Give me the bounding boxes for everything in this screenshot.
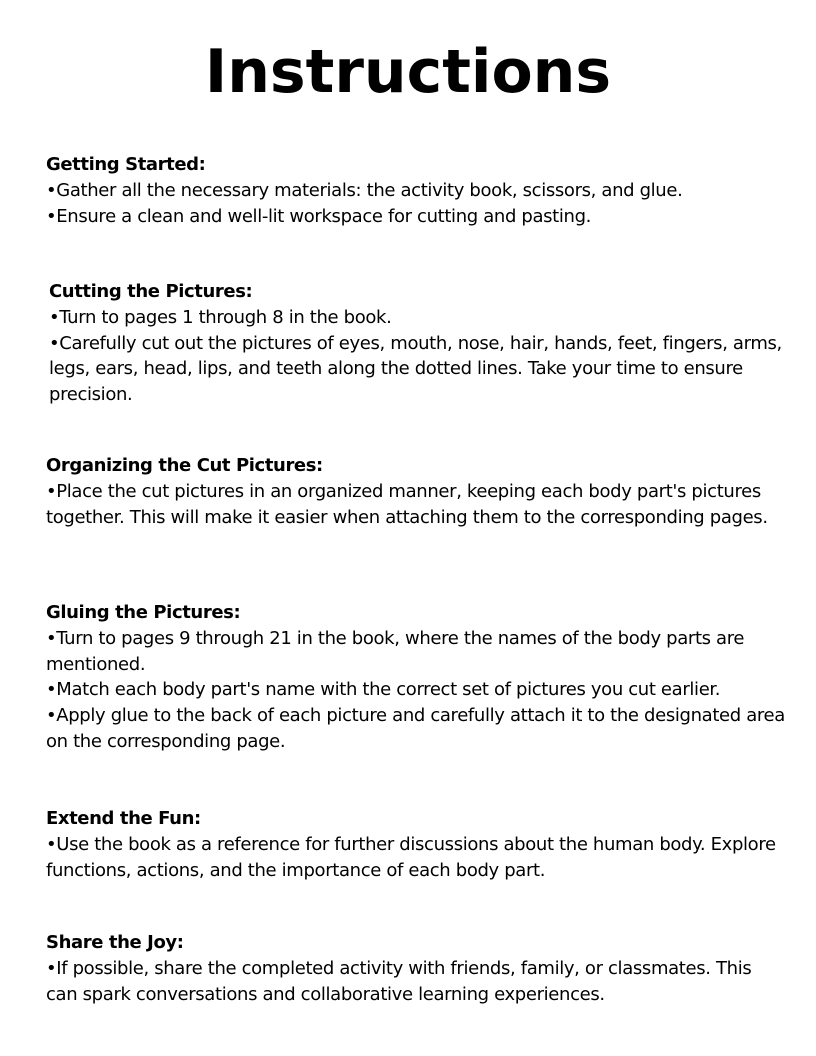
section-heading: Share the Joy:: [46, 932, 184, 953]
instruction-item: •Carefully cut out the pictures of eyes, mouth, nose, hair, hands, feet, fingers, arms, legs, ears, head, lips, and teeth along the dotted lines. Take your time to ensure precision.: [49, 332, 782, 406]
section-heading: Gluing the Pictures:: [46, 602, 241, 623]
section-heading: Cutting the Pictures:: [49, 281, 253, 302]
instruction-item: •Apply glue to the back of each picture and carefully attach it to the designated area on the corresponding page.: [46, 705, 785, 752]
instruction-item: •Place the cut pictures in an organized manner, keeping each body part's pictures together. This will make it easier when attaching them to the corresponding pages.: [46, 481, 768, 528]
instruction-item: •Match each body part's name with the correct set of pictures you cut earlier.: [46, 679, 721, 701]
section-cutting-the-pictures: [49, 279, 789, 408]
instruction-item: •Use the book as a reference for further discussions about the human body. Explore functions, actions, and the importance of each body part.: [46, 834, 776, 881]
page-title: Instructions: [204, 37, 612, 107]
section-extend-the-fun: [46, 806, 786, 883]
section-organizing-the-cut-pictures: [46, 453, 786, 530]
instruction-item: •Turn to pages 9 through 21 in the book, where the names of the body parts are mentioned.: [46, 628, 745, 675]
section-heading: Extend the Fun:: [46, 808, 201, 829]
section-heading: Organizing the Cut Pictures:: [46, 455, 323, 476]
instruction-item: •Ensure a clean and well-lit workspace for cutting and pasting.: [46, 205, 592, 227]
instruction-item: •Turn to pages 1 through 8 in the book.: [49, 307, 392, 328]
instruction-item: •Gather all the necessary materials: the activity book, scissors, and glue.: [46, 180, 683, 201]
section-getting-started: [46, 152, 786, 229]
instruction-item: •If possible, share the completed activity with friends, family, or classmates. This can spark conversations and collaborative learning experiences.: [46, 958, 752, 1005]
section-heading: Getting Started:: [46, 154, 206, 175]
section-gluing-the-pictures: [46, 600, 786, 755]
section-share-the-joy: [46, 930, 786, 1007]
